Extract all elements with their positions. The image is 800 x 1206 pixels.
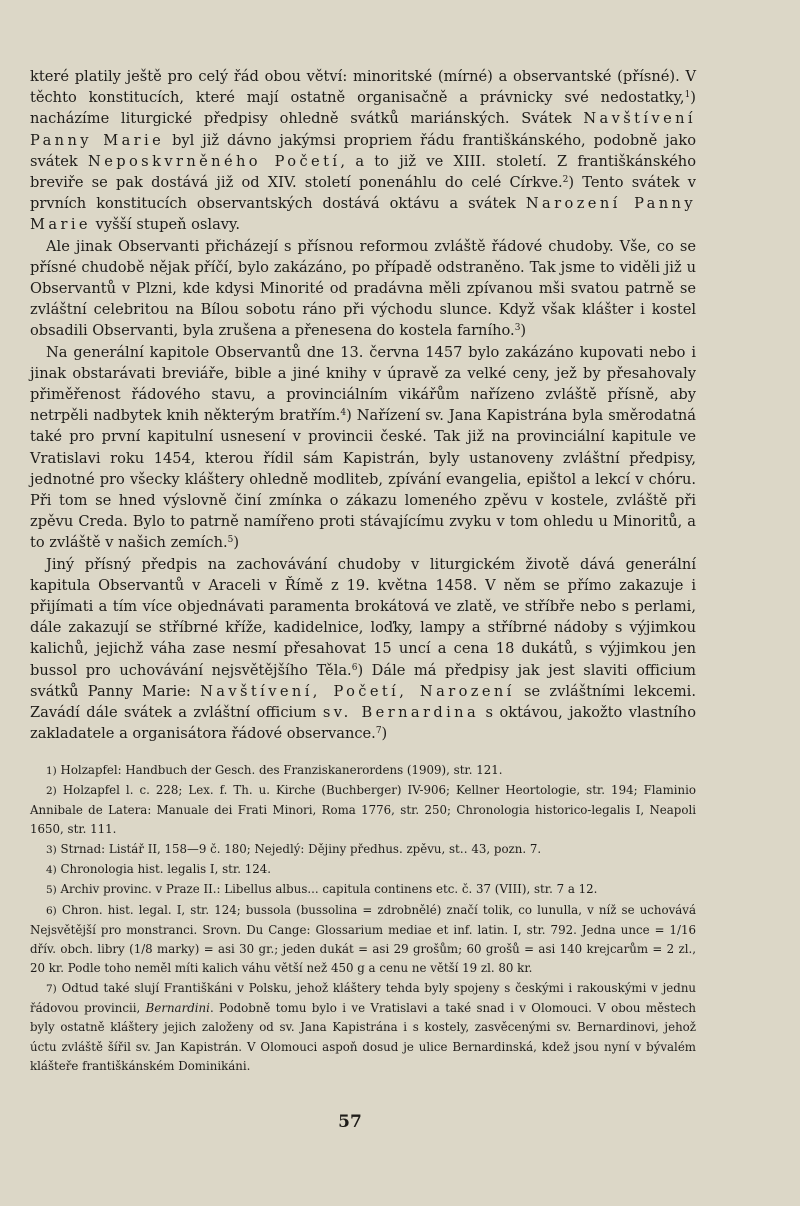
paragraph: [30, 236, 696, 342]
spaced-text: sv. Bernardina: [322, 704, 480, 722]
text-run: Odtud také slují Františkáni v Polsku, jehož kláštery tehda byly spojeny s českými i rakouskými v jednu řádovou provincii,: [30, 980, 697, 1016]
italic-text: Bernardini: [145, 1001, 210, 1016]
footnote-ref: 4: [340, 408, 347, 419]
text-run: které platily ještě pro celý řád obou větví: minoritské (mírné) a observantské (přísné). V těchto konstitucích, které mají ostatně organisačně a právnicky své nedostatky,: [30, 68, 696, 107]
text-run: ): [381, 725, 388, 743]
footnote-ref: 1: [684, 90, 691, 101]
text-run: ) nacházíme liturgické předpisy ohledně svátků mariánských. Svátek: [30, 89, 696, 128]
text-run: Strnad: Listář II, 158—9 č. 180; Nejedlý: Dějiny předhus. zpěvu, st‥ 43, pozn. 7.: [60, 841, 542, 856]
text-run: ): [520, 322, 527, 340]
text-run: s oktávou, jakožto vlastního zakladatele a organisátora řádové observance.: [30, 704, 696, 743]
text-run: Archiv provinc. v Praze II.: Libellus albus... capitula continens etc. č. 37 (VIII), str. 7 a 12.: [60, 882, 598, 897]
text-run: Holzapfel l. c. 228; Lex. f. Th. u. Kirche (Buchberger) IV-906; Kellner Heortologie, str. 194; Flaminio Annibale de Latera: Manuale dei Frati Minori, Roma 1776, str. 250; Chronologia historico-legalis I, Neapoli 1650, str. 111.: [30, 782, 697, 837]
footnote-ref: 7: [375, 726, 382, 737]
footnote-ref: 2: [562, 175, 569, 186]
footnote-number: 3): [46, 843, 57, 856]
footnote: [30, 761, 696, 781]
footnote: [30, 880, 696, 900]
text-run: Chronologia hist. legalis I, str. 124.: [60, 861, 271, 876]
text-run: ) Tento svátek v prvních konstitucích observantských dostává oktávu a svátek: [30, 174, 696, 213]
spaced-text: Navštívení Panny Marie: [30, 110, 696, 149]
text-run: , a to již ve XIII. století. Z františkánského breviře se pak dostává již od XIV. století ponenáhlu do celé Církve.: [30, 152, 696, 192]
footnote-ref: 5: [227, 535, 234, 546]
footnote-ref: 6: [351, 662, 358, 673]
text-run: ) Dále má předpisy jak jest slaviti officium svátků Panny Marie:: [30, 661, 696, 700]
text-run: vyšší stupeň oslavy.: [90, 216, 240, 234]
footnote-number: 6): [46, 904, 57, 917]
spaced-text: Navštívení, Početí, Narození: [200, 682, 515, 700]
text-run: Ale jinak Observanti přicházejí s přísnou reformou zvláště řádové chudoby. Vše, co se přísné chudobě nějak příčí, bylo zakázáno, po případě odstraněno. Tak jsme to viděli již u Observantů v Plzni, kde kdysi Minorité od pradávna měli zpívanou mši svatou patrně se zvláštní celebritou na Bílou sobotu ráno při východu slunce. Když však klášter i kostel obsadili Observanti, byla zrušena a přenesena do kostela farního.: [30, 237, 696, 340]
body-paragraphs: [30, 66, 696, 745]
spaced-text: Neposkvrněného Početí: [88, 152, 341, 170]
footnote-number: 7): [46, 982, 57, 995]
text-run: Chron. hist. legal. I, str. 124; bussola (bussolina = zdrobnělé) značí tolik, co lunulla, v níž se uchovává Nejsvětější pro monstranci. Srovn. Du Cange: Glossarium mediae et inf. latin. I, str. 792. Jedna unce = 1/16 dřív. obch. libry (1/8 marky) = asi 30 gr.; jeden dukát = asi 29 grošům; 60 grošů = asi 140 krejcarům = 2 zl., 20 kr. Podle toho neměl míti kalich váhu větší než 450 g a cenu ne větší 19 zl. 80 kr.: [30, 902, 697, 976]
text-run: ): [233, 534, 240, 552]
footnote-number: 4): [46, 863, 57, 876]
footnote: [30, 860, 696, 880]
footnote-number: 5): [46, 884, 57, 897]
text-run: Na generální kapitole Observantů dne 13. června 1457 bylo zakázáno kupovati nebo i jinak obstarávati breviáře, bible a jiné knihy v úpravě za velké ceny, jež by přesahovaly přiměřenost řádového stavu, a provinciálním vikářům nařízeno zvláště přísně, aby netrpěli nadbytek knih některým bratřím.: [30, 343, 696, 425]
footnote: [30, 901, 696, 979]
footnote: [30, 781, 696, 840]
footnotes: [30, 761, 696, 1077]
text-run: ) Nařízení sv. Jana Kapistrána byla směrodatná také pro první kapitulní usnesení v provincii české. Tak již na provinciální kapitule ve Vratislavi roku 1454, kterou řídil sám Kapistrán, byly ustanoveny zvláštní předpisy, jednotné pro všecky kláštery ohledně modliteb, zpívání evangelia, epištol a lekcí v chóru. Při tom se hned výslovně činí zmínka o zákazu lomeného zpěvu v kostele, zvláště při zpěvu Creda. Bylo to patrně namířeno proti stávajícímu zvyku v tom ohledu u Minoritů, a to zvláště v našich zemích.: [30, 407, 696, 552]
paragraph: [30, 554, 696, 745]
text-run: Jiný přísný předpis na zachovávání chudoby v liturgickém životě dává generální kapitula Observantů v Araceli v Římě z 19. května 1458. V něm se přímo zakazuje i přijímati a tím více objednávati paramenta brokátová ve zlatě, ve stříbře nebo s perlami, dále zakazují se stříbrné kříže, kadidelnice, loďky, lampy a stříbrné nádoby s výjimkou kalichů, jejichž váha zase nesmí přesahovat 15 uncí a cena 18 dukátů, s výjimkou jen bussol pro uchovávání nejsvětějšího Těla.: [30, 555, 696, 679]
paragraph: [30, 66, 696, 236]
text-run: se zvláštními lekcemi. Zavádí dále svátek a zvláštní officium: [30, 682, 696, 722]
text-run: Holzapfel: Handbuch der Gesch. des Franziskanerordens (1909), str. 121.: [60, 762, 503, 777]
text-run: byl již dávno jakýmsi propriem řádu františkánského, podobně jako svátek: [30, 131, 697, 170]
spaced-text: Narození Panny Marie: [30, 195, 696, 234]
main-text: [30, 66, 696, 1076]
footnote-number: 2): [46, 784, 57, 797]
footnote: [30, 979, 696, 1076]
text-run: . Podobně tomu bylo i ve Vratislavi a také snad i v Olomouci. V obou městech byly ostatně kláštery jejich založeny od sv. Jana Kapistrána i s kostely, zasvěcenými sv. Bernardinovi, jehož úctu zvláště šířil sv. Jan Kapistrán. V Olomouci aspoň dosud je ulice Bernardinská, kdež jsou nyní v bývalém klášteře františkánském Dominikáni.: [30, 1001, 696, 1073]
page-number: 57: [338, 1112, 362, 1132]
footnote: [30, 840, 696, 860]
paragraph: [30, 342, 696, 554]
footnote-number: 1): [46, 764, 57, 777]
footnote-ref: 3: [514, 323, 521, 334]
